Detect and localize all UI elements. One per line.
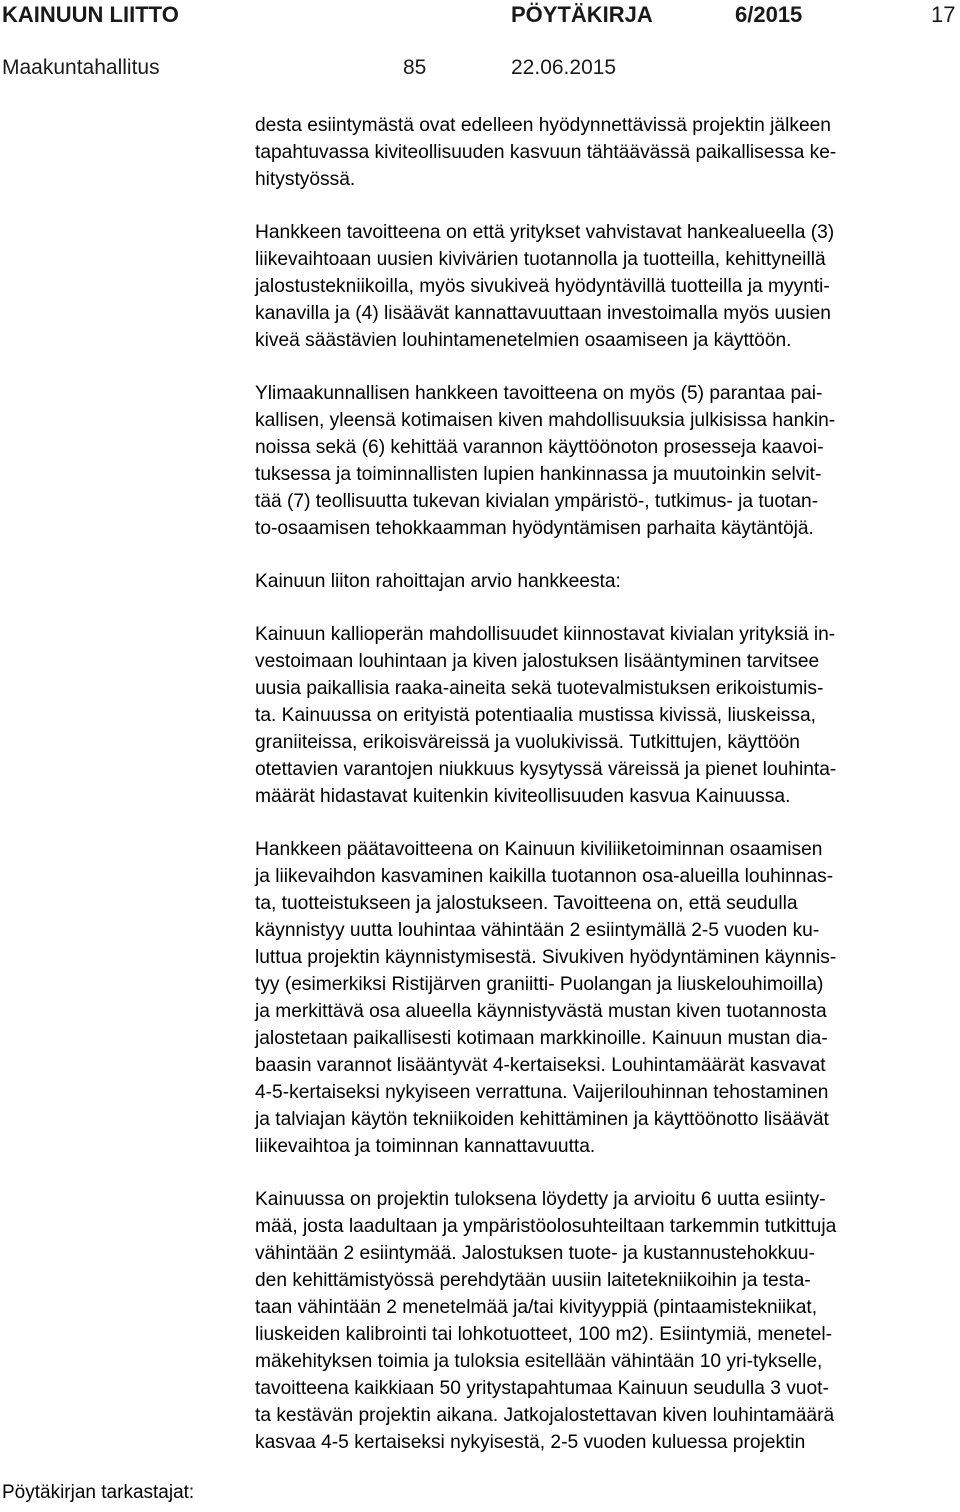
- meeting-body: Maakuntahallitus: [2, 56, 160, 79]
- organization-name: KAINUUN LIITTO: [2, 2, 179, 27]
- paragraph: Kainuun kallioperän mahdollisuudet kiinnostavat kivialan yrityksiä in- vestoimaan louhintaan ja kiven jalostuksen lisääntyminen tarvitsee uusia paikallisia raaka-aineita sekä tuotevalmistuksen erikoistumis- ta. Kainuussa on erityistä potentiaalia mustissa kivissä, liuskeissa, graniiteissa, erikoisväreissä ja vuolukivissä. Tutkittujen, käyttöön otettavien varantojen niukkuus kysytyssä väreissä ja pienet louhinta- määrät hidastavat kuitenkin kiviteollisuuden kasvua Kainuussa.: [255, 624, 837, 807]
- section-number: 85: [403, 56, 427, 79]
- document-type: PÖYTÄKIRJA: [511, 2, 653, 27]
- page-number: 17: [931, 2, 956, 27]
- paragraph: Hankkeen tavoitteena on että yritykset vahvistavat hankealueella (3) liikevaihtoaan uusien kivivärien tuotannolla ja tuotteilla, kehittyneillä jalostustekniikoilla, myös sivukiveä hyödyntävillä tuotteilla ja myynti- kanavilla ja (4) lisäävät kannattavuuttaan investoimalla myös uusien kiveä säästävien louhintamenetelmien osaamiseen ja käyttöön.: [255, 222, 835, 351]
- paragraph: Hankkeen päätavoitteena on Kainuun kiviliiketoiminnan osaamisen ja liikevaihdon kasvaminen kaikilla tuotannon osa-alueilla louhinnas- ta, tuotteistukseen ja jalostukseen. Tavoitteena on, että seudulla käynnistyy uutta louhintaa vähintään 2 esiintymällä 2-5 vuoden ku- luttua projektin käynnistymisestä. Sivukiven hyödyntäminen käynnis- tyy (esimerkiksi Ristijärven graniitti- Puolangan ja liuskelouhimoilla) ja merkittävä osa alueella käynnistyvästä mustan kiven tuotannosta jalostetaan paikallisesti kotimaan markkinoille. Kainuun mustan dia- baasin varannot lisääntyvät 4-kertaiseksi. Louhintamäärät kasvavat 4-5-kertaiseksi nykyiseen verrattuna. Vaijerilouhinnan tehostaminen ja talviajan käytön tekniikoiden kehittäminen ja käyttöönotto lisäävät liikevaihtoa ja toiminnan kannattavuutta.: [255, 839, 837, 1157]
- paragraph: desta esiintymästä ovat edelleen hyödynnettävissä projektin jälkeen tapahtuvassa kiviteollisuuden kasvuun tähtäävässä paikallisessa ke- hitystyössä.: [255, 115, 837, 190]
- meeting-date: 22.06.2015: [511, 56, 617, 79]
- reviewers-label: Pöytäkirjan tarkastajat:: [2, 1482, 195, 1503]
- section-heading: Kainuun liiton rahoittajan arvio hankkeesta:: [255, 571, 621, 592]
- document-number: 6/2015: [735, 2, 803, 27]
- document-body: [255, 112, 959, 1482]
- paragraph: Kainuussa on projektin tuloksena löydetty ja arvioitu 6 uutta esiinty- mää, josta laadultaan ja ympäristöolosuhteiltaan tarkemmin tutkittuja vähintään 2 esiintymää. Jalostuksen tuote- ja kustannustehokkuu- den kehittämistyössä perehdytään uusiin laitetekniikoihin ja testa- taan vähintään 2 menetelmää ja/tai kivityyppiä (pintaamistekniikat, liuskeiden kalibrointi tai lohkotuotteet, 100 m2). Esiintymiä, menetel- mäkehityksen toimia ja tuloksia esitellään vähintään 10 yri-tykselle, tavoitteena kaikkiaan 50 yritystapahtumaa Kainuun seudulla 3 vuot- ta kestävän projektin aikana. Jatkojalostettavan kiven louhintamäärä kasvaa 4-5 kertaiseksi nykyisestä, 2-5 vuoden kuluessa projektin: [255, 1189, 837, 1453]
- paragraph: Ylimaakunnallisen hankkeen tavoitteena on myös (5) parantaa pai- kallisen, yleensä kotimaisen kiven mahdollisuuksia julkisissa hankin- noissa sekä (6) kehittää varannon käyttöönoton prosesseja kaavoi- tuksessa ja toiminnallisten lupien hankinnassa ja muutoinkin selvit- tää (7) teollisuutta tukevan kivialan ympäristö-, tutkimus- ja tuotan- to-osaamisen tehokkaamman hyödyntämisen parhaita käytäntöjä.: [255, 383, 836, 539]
